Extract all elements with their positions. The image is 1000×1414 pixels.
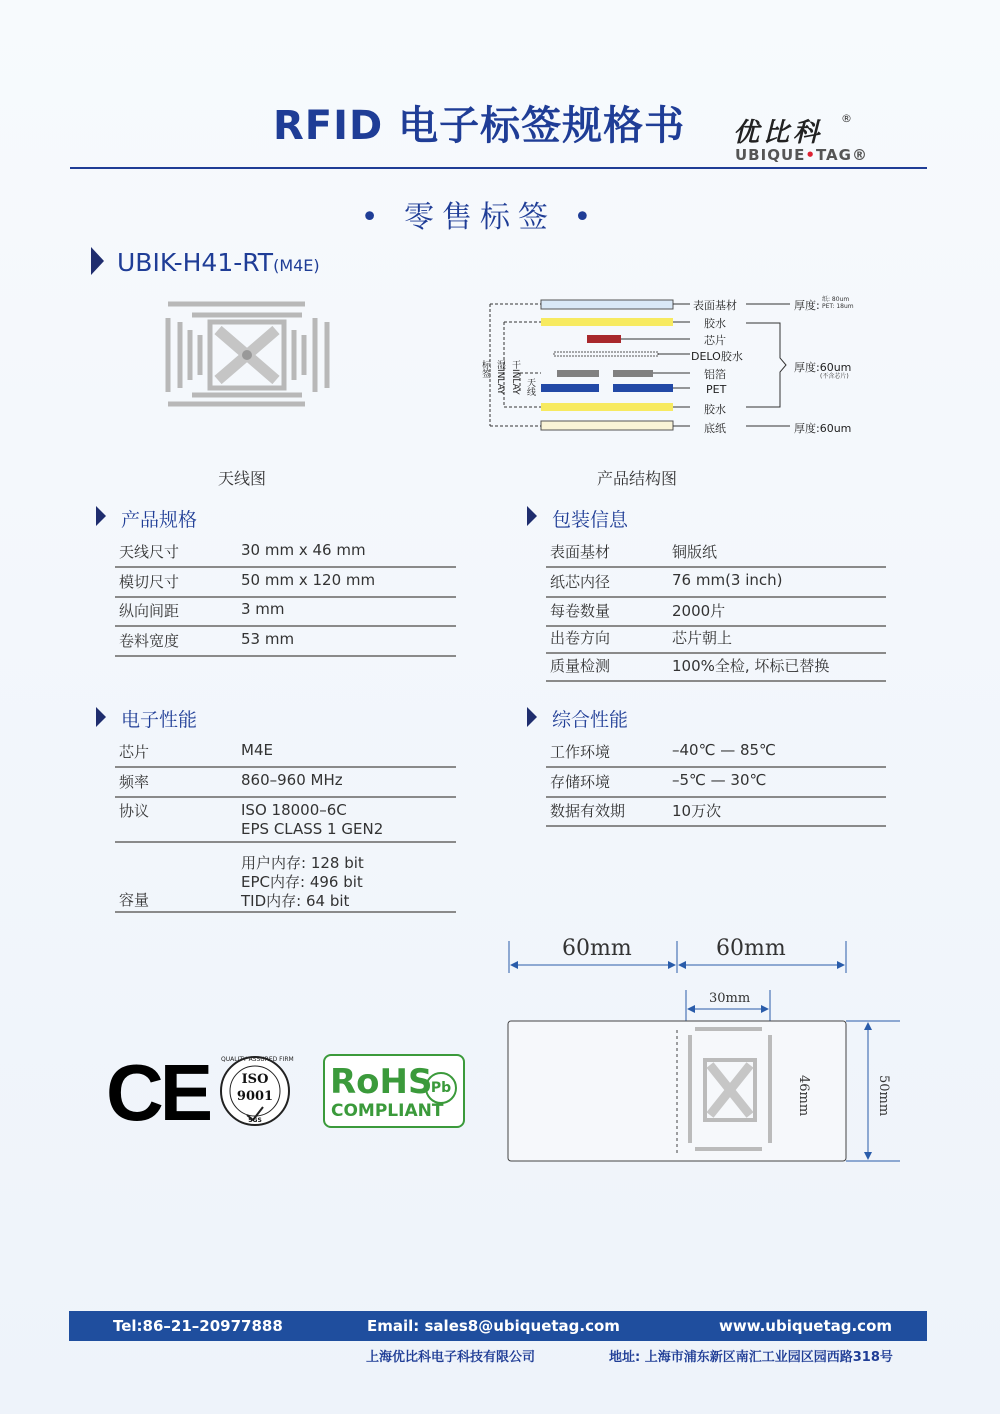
section-arrow-icon [96,707,106,727]
iso-label: ISO [241,1072,269,1087]
iso-ring-text: QUALITY ASSURED FIRM [221,1056,294,1063]
section-arrow-icon [527,506,537,526]
layer-label: PET [706,383,727,396]
header-divider [70,167,927,169]
layer-label: 铝箔 [704,368,726,381]
structure-caption: 产品结构图 [597,469,678,488]
table-row: 协议 ISO 18000–6C EPS CLASS 1 GEN2 [115,796,456,843]
side-label: 湿INLAY [495,360,505,395]
layer-label: DELO胶水 [691,350,743,363]
table-row: 每卷数量 2000片 [546,596,886,627]
iso-sgs: SGS [248,1117,262,1124]
dim-width-left: 60mm [562,936,632,961]
table-row: 质量检测 100%全检, 坏标已替换 [546,651,886,682]
dim-antenna-height: 46mm [796,1075,811,1117]
dim-antenna-width: 30mm [709,991,751,1006]
section-title-elec: 电子性能 [121,709,198,731]
model-name: UBIK-H41-RT(M4E) [117,248,320,277]
table-row: 芯片 M4E [115,737,456,768]
layer-label: 胶水 [704,403,726,416]
side-label: 干INLAY [510,360,520,395]
dim-label-height: 50mm [876,1075,891,1117]
section-title-general: 综合性能 [552,709,629,731]
side-label: 标签 [480,360,490,378]
layer-label: 胶水 [704,317,726,330]
side-label: 天线 [525,378,535,396]
ce-mark: CE [106,1048,210,1137]
logo-chinese: 优比科 [733,118,824,148]
pb-free-icon: Pb [425,1072,457,1104]
thickness-bottom: 厚度:60um [794,422,852,435]
footer-email: Email: sales8@ubiquetag.com [367,1317,620,1335]
footer-website: www.ubiquetag.com [719,1317,893,1335]
layer-label: 芯片 [704,334,726,347]
antenna-drawing [160,300,335,410]
table-row: 工作环境 –40℃ — 85℃ [546,737,886,768]
antenna-caption: 天线图 [218,469,267,488]
table-row: 纵向间距 3 mm [115,596,456,627]
section-arrow-icon [96,506,106,526]
rohs-title: RoHS [330,1062,433,1102]
logo-registered-mark: ® [841,112,852,125]
thickness-middle: 厚度:60um [794,361,852,374]
thickness-middle-note: (不含芯片) [820,373,849,380]
iso-number: 9001 [236,1089,274,1104]
layer-label: 表面基材 [693,299,737,312]
table-row: 模切尺寸 50 mm x 120 mm [115,567,456,598]
table-row: 表面基材 铜版纸 [546,537,886,568]
footer-bar [69,1311,927,1341]
table-row: 数据有效期 10万次 [546,796,886,827]
page-title: RFID 电子标签规格书 [273,103,686,149]
table-row: 频率 860–960 MHz [115,767,456,798]
logo-english: UBIQUE•TAG® [735,146,868,164]
footer-address: 地址: 上海市浦东新区南汇工业园区园西路318号 [609,1350,893,1365]
rohs-compliant: COMPLIANT [331,1101,444,1121]
section-arrow-icon [527,707,537,727]
model-arrow-icon [91,247,104,275]
table-row: 天线尺寸 30 mm x 46 mm [115,537,456,568]
table-row: 卷料宽度 53 mm [115,626,456,657]
subtitle: • 零售标签 • [360,200,600,235]
footer-company: 上海优比科电子科技有限公司 [366,1350,536,1365]
section-title-pack: 包装信息 [552,509,629,531]
table-row: 容量 用户内存: 128 bit EPC内存: 496 bit TID内存: 64 bit [115,843,456,913]
table-row: 纸芯内径 76 mm(3 inch) [546,567,886,598]
dimension-drawing [500,935,910,1170]
thickness-top: 厚度: [794,299,820,312]
layer-label: 底纸 [704,422,726,435]
section-title-spec: 产品规格 [121,509,198,531]
table-row: 出卷方向 芯片朝上 [546,623,886,654]
table-row: 存储环境 –5℃ — 30℃ [546,767,886,798]
footer-tel: Tel:86–21–20977888 [113,1317,283,1335]
thickness-top-detail: 纸: 80um PET: 18um [822,296,854,310]
dim-width-right: 60mm [716,936,786,961]
